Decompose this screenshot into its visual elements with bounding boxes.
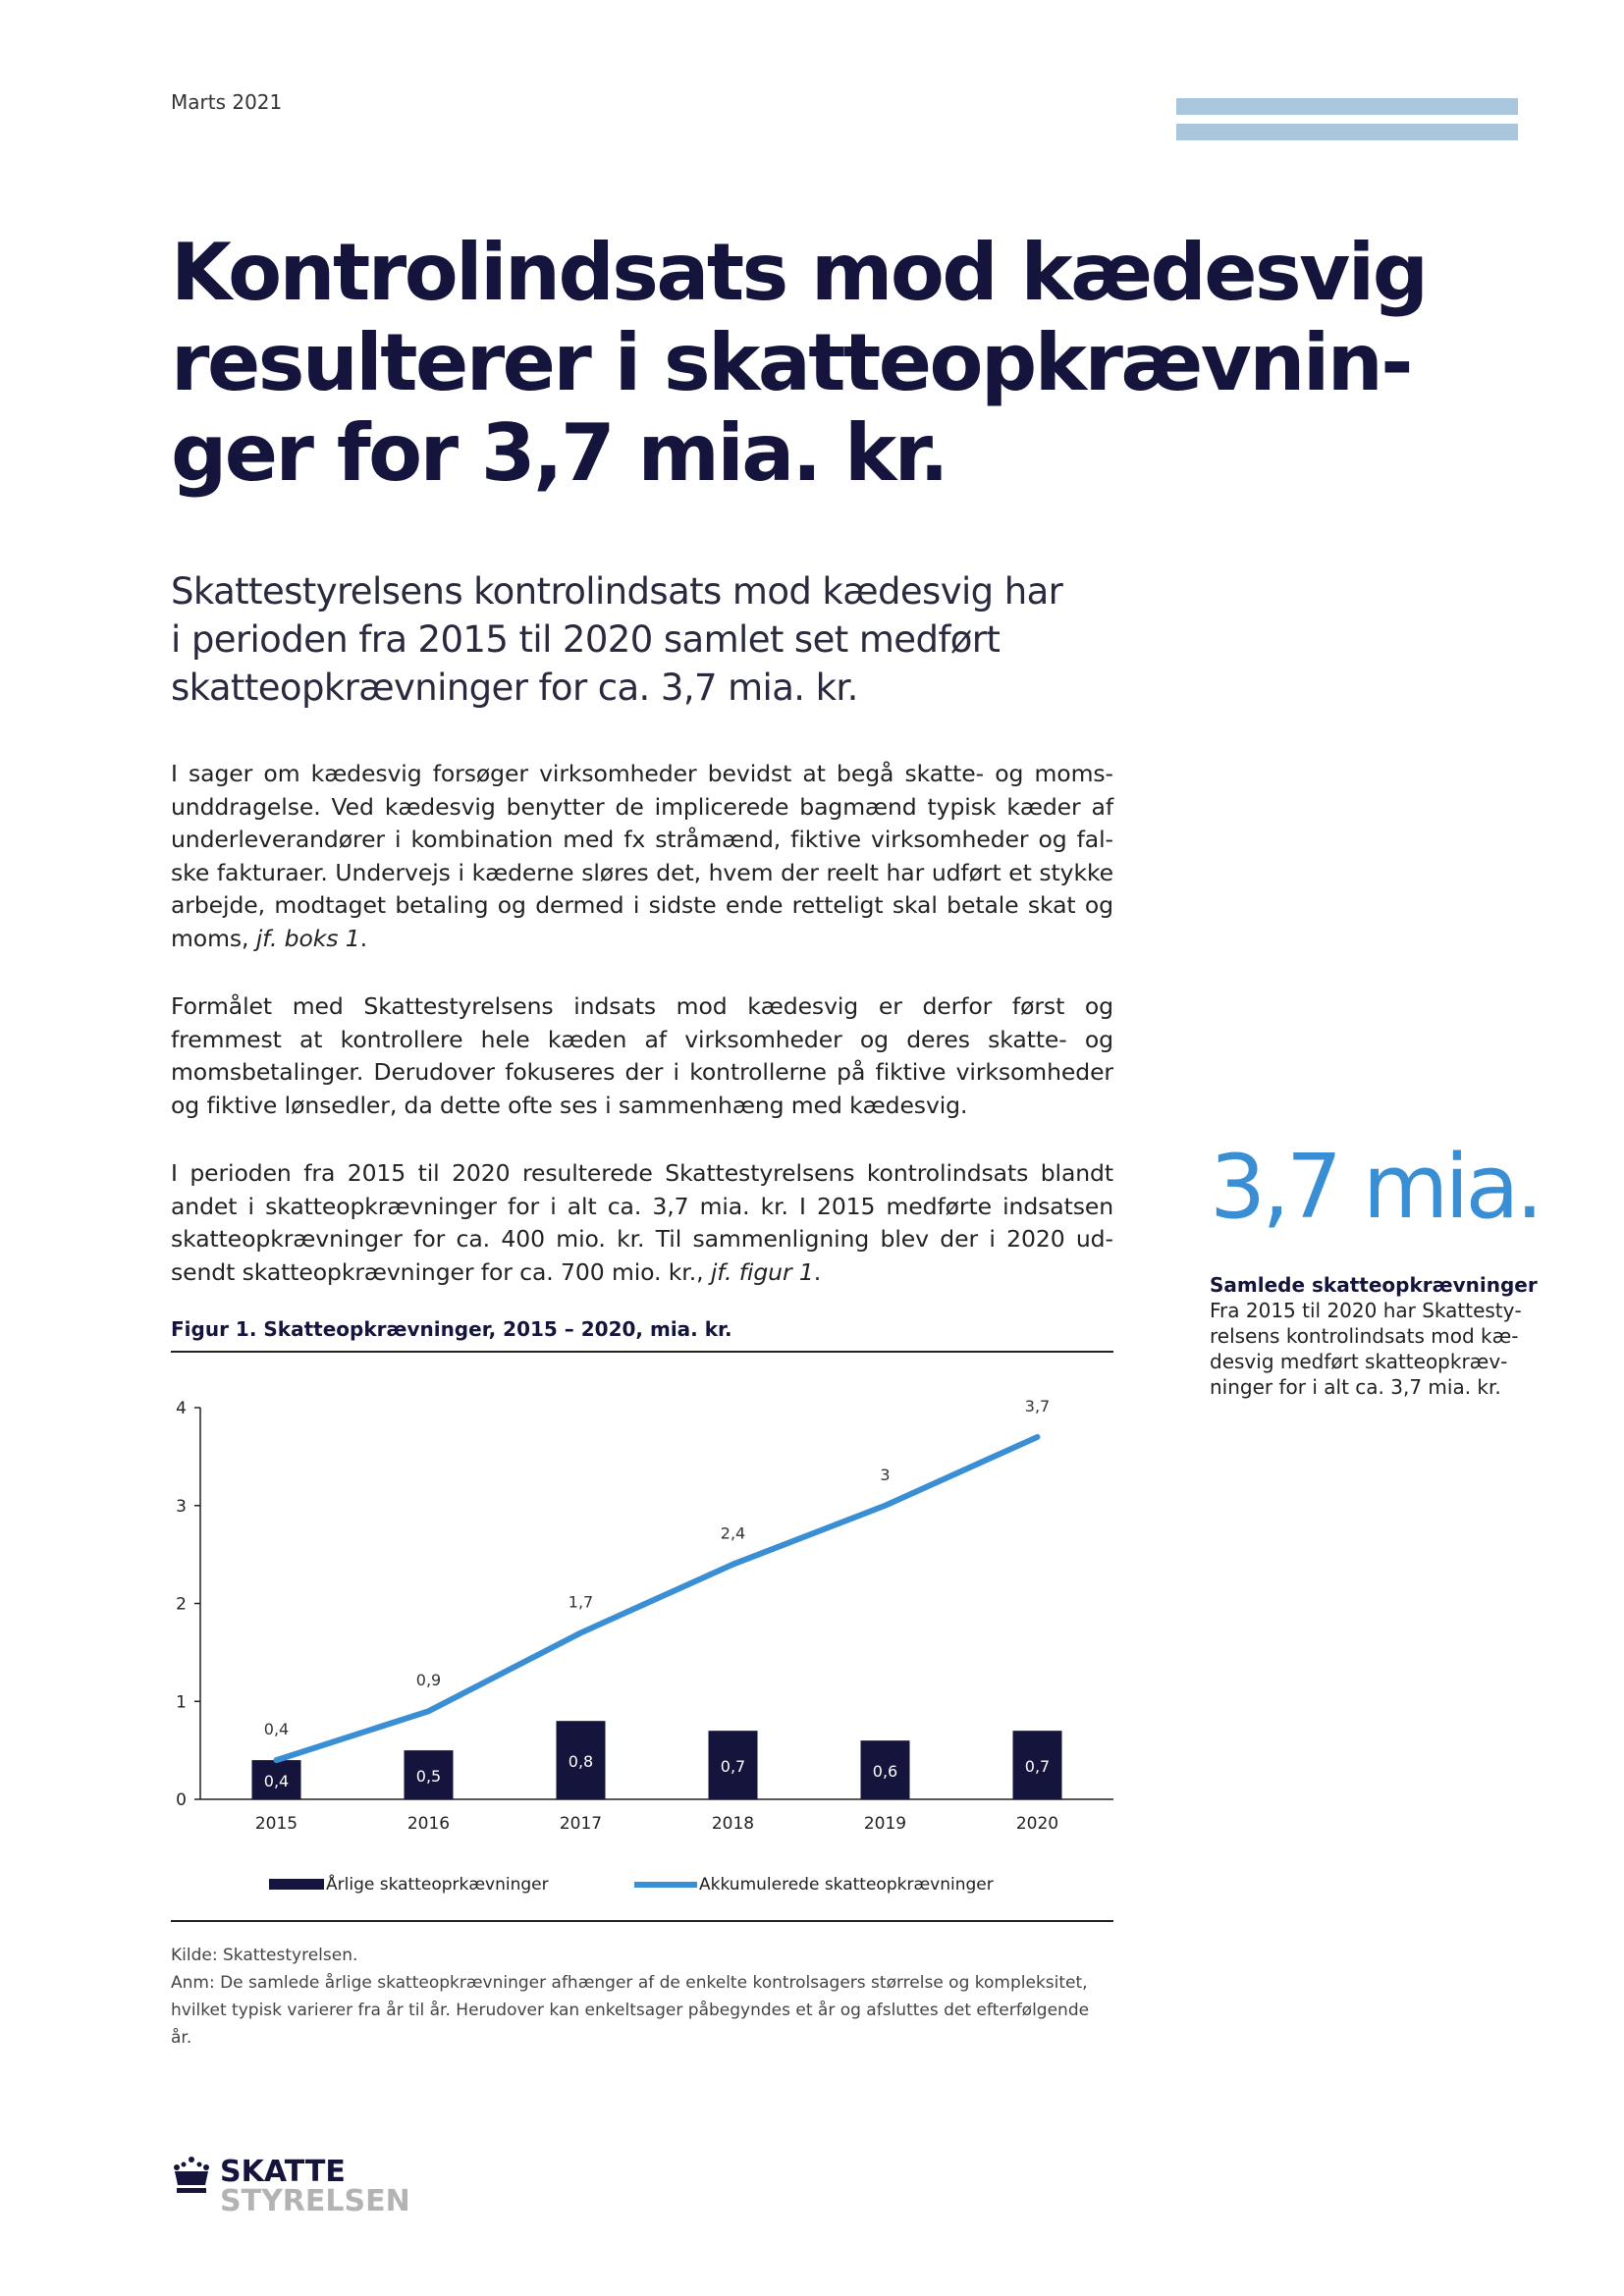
y-tick-label: 0 [176, 1790, 187, 1810]
punctuation: . [813, 1257, 822, 1286]
body-paragraph-1 [171, 758, 1113, 955]
y-tick-label: 1 [176, 1692, 187, 1713]
decorative-stripe-top [1176, 98, 1518, 115]
bar-label: 0,6 [872, 1762, 898, 1782]
crown-icon [171, 2156, 212, 2195]
y-tick-label: 4 [176, 1399, 187, 1418]
line-label: 1,7 [568, 1592, 594, 1612]
x-tick-label: 2019 [863, 1814, 907, 1834]
figure-rule-top [171, 1351, 1113, 1353]
line-label: 3 [880, 1465, 891, 1484]
body-text: I perioden fra 2015 til 2020 resulterede Skattestyrelsens kontrolindsats blandt andet i skatteopkrævninger for i alt ca. 3,7 mia. kr. I 2015 medførte indsatsen skatteopkrævninger for ca. 400 mio. kr. Til sammenligning blev der i 2020 udsendt skatteopkrævninger for ca. 700 mio. kr., [171, 1159, 1113, 1286]
x-tick-label: 2020 [1015, 1814, 1059, 1834]
title-line: Kontrolindsats mod kædesvig [171, 227, 1427, 318]
sidebar-title: Samlede skatteopkrævninger [1210, 1273, 1538, 1297]
figure-reference: jf. figur 1 [710, 1257, 814, 1286]
box-reference: jf. boks 1 [255, 924, 360, 952]
x-tick-label: 2016 [406, 1814, 451, 1834]
x-tick-label: 2015 [254, 1814, 298, 1834]
body-paragraph-2 [171, 990, 1113, 1122]
figure-note-line: hvilket typisk varierer fra år til år. Herudover kan enkeltsager påbegyndes et år og afsluttes det efterfølgende år. [171, 2001, 1090, 2048]
bar-label: 0,7 [720, 1757, 746, 1777]
lead-line: i perioden fra 2015 til 2020 samlet set medført [171, 618, 1001, 661]
line-label: 2,4 [720, 1523, 746, 1543]
page-title [171, 228, 1487, 499]
bar-label: 0,4 [263, 1772, 290, 1791]
body-text: Formålet med Skattestyrelsens indsats mod kædesvig er derfor først og fremmest at kontrollere hele kæden af virksomheder og deres skatte- og momsbetalinger. Derudover fokuseres der i kontrollerne på fiktive virksomheder og fiktive lønsedler, da dette ofte ses i sammenhæng med kædesvig. [171, 992, 1113, 1119]
line-label: 0,4 [263, 1720, 290, 1739]
y-tick-label: 2 [176, 1594, 187, 1615]
lead-line: Skattestyrelsens kontrolindsats mod kædesvig har [171, 570, 1063, 613]
figure-note-line: Anm: De samlede årlige skatteopkrævninger afhænger af de enkelte kontrolsagers størrelse og kompleksitet, [171, 1973, 1088, 1993]
figure-rule-bottom [171, 1920, 1113, 1922]
line-series [277, 1437, 1038, 1760]
lead-line: skatteopkrævninger for ca. 3,7 mia. kr. [171, 667, 858, 709]
legend-swatch-bars [269, 1879, 324, 1890]
legend-label-line: Akkumulerede skatteopkrævninger [699, 1875, 994, 1895]
decorative-stripe-bottom [1176, 124, 1518, 140]
x-tick-label: 2017 [559, 1814, 603, 1834]
sidebar-text: Fra 2015 til 2020 har Skattestyrelsens kontrolindsats mod kædesvig medført skatteopkrævninger for i alt ca. 3,7 mia. kr. [1210, 1299, 1522, 1399]
bar-label: 0,8 [568, 1752, 594, 1772]
body-paragraph-3 [171, 1157, 1113, 1289]
revenue-chart [171, 1364, 1113, 1914]
punctuation: . [359, 924, 368, 952]
figure-title: Figur 1. Skatteopkrævninger, 2015 – 2020, mia. kr. [171, 1317, 732, 1341]
body-text: I sager om kædesvig forsøger virksomheder bevidst at begå skatte- og momsunddragelse. Ved kædesvig benytter de implicerede bagmænd typisk kæder af underleverandører i kombination med fx stråmænd, fiktive virksomheder og falske fakturaer. Undervejs i kæderne sløres det, hvem der reelt har udført et stykke arbejde, modtaget betaling og dermed i sidste ende retteligt skal betale skat og moms, [171, 760, 1113, 952]
logo-word-skatte: SKATTE [220, 2155, 346, 2189]
sidebar-big-number: 3,7 mia. [1210, 1136, 1541, 1239]
x-tick-label: 2018 [711, 1814, 755, 1834]
line-label: 3,7 [1024, 1396, 1051, 1415]
publication-date: Marts 2021 [171, 90, 283, 114]
line-label: 0,9 [415, 1671, 442, 1690]
legend-label-bars: Årlige skatteoprkævninger [326, 1875, 549, 1895]
logo-word-styrelsen: STYRELSEN [220, 2184, 410, 2218]
title-line: resulterer i skatteopkrævnin- [171, 317, 1411, 408]
title-line: ger for 3,7 mia. kr. [171, 407, 947, 499]
lead-paragraph [171, 567, 1153, 712]
bar-label: 0,7 [1024, 1757, 1051, 1777]
figure-notes [171, 1942, 1113, 2052]
y-tick-label: 3 [176, 1496, 187, 1517]
bar-label: 0,5 [415, 1767, 442, 1787]
figure-source: Kilde: Skattestyrelsen. [171, 1946, 358, 1965]
